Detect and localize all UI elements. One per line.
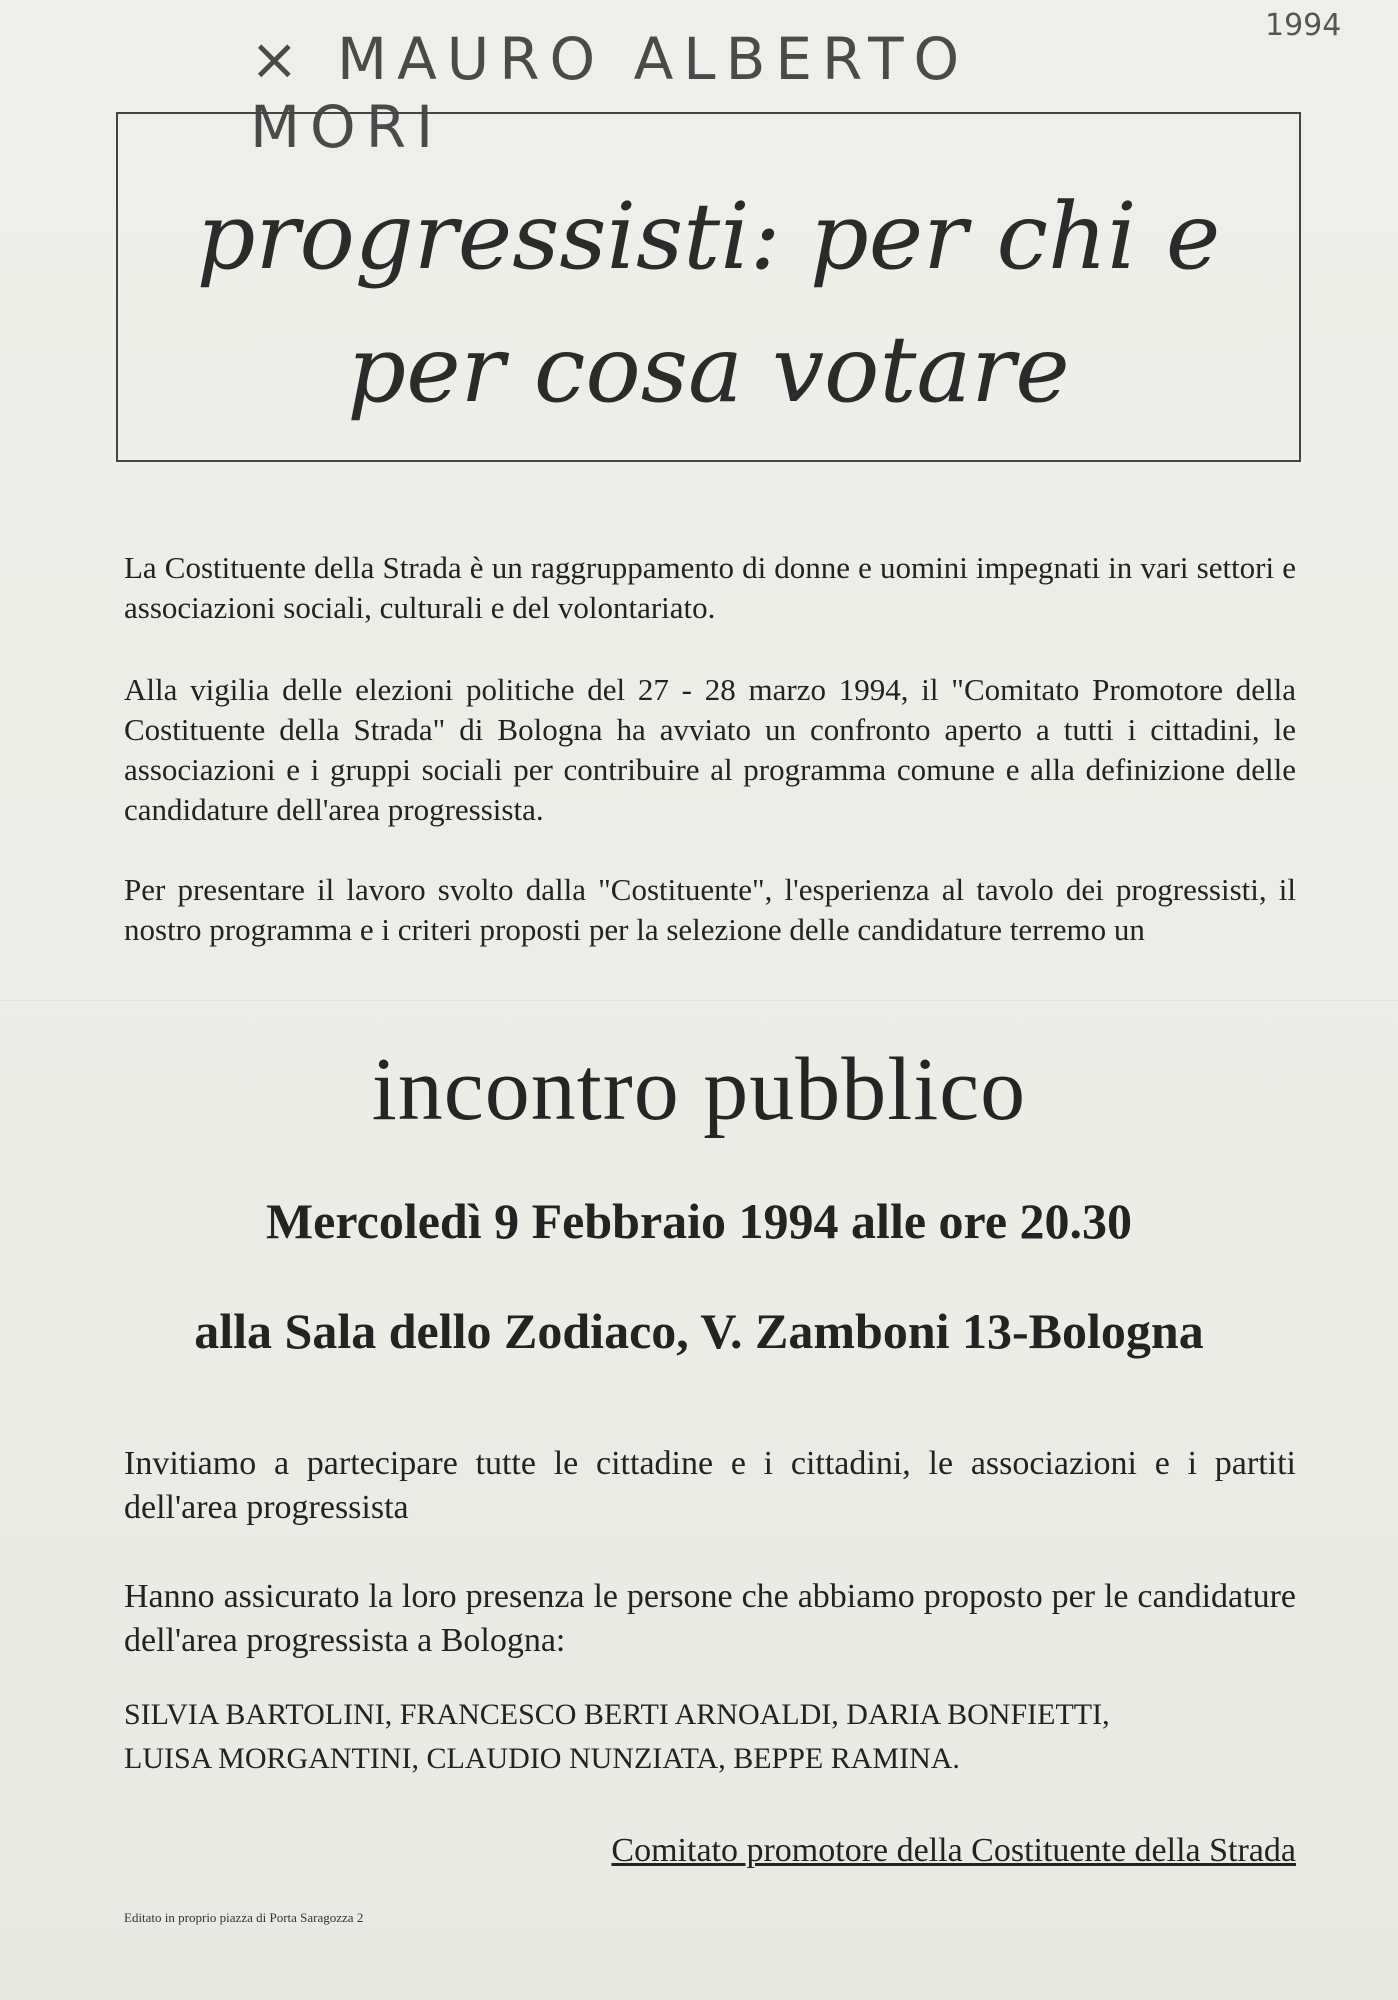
event-place: alla Sala dello Zodiaco, V. Zamboni 13-Bologna xyxy=(194,1303,1204,1359)
invitation-paragraph: Invitiamo a partecipare tutte le cittadine e i cittadini, le associazioni e i partiti dell'area progressista xyxy=(124,1445,1296,1526)
title-line-1: progressisti: per chi e xyxy=(196,183,1221,290)
candidate-names-line-2: LUISA MORGANTINI, CLAUDIO NUNZIATA, BEPPE RAMINA. xyxy=(124,1742,960,1775)
intro-paragraph: La Costituente della Strada è un raggruppamento di donne e uomini impegnati in vari settori e associazioni sociali, culturali e del volontariato. xyxy=(124,550,1296,625)
presence-paragraph: Hanno assicurato la loro presenza le persone che abbiamo proposto per le candidature dell'area progressista a Bologna: xyxy=(124,1578,1296,1659)
candidate-names xyxy=(124,1693,1296,1781)
title-line-2: per cosa votare xyxy=(347,316,1070,423)
committee-signature: Comitato promotore della Costituente della Strada xyxy=(611,1832,1296,1869)
paper-fold-line xyxy=(0,1000,1398,1002)
printer-footer: Editato in proprio piazza di Porta Saragozza 2 xyxy=(124,1910,364,1925)
event-headline: incontro pubblico xyxy=(371,1040,1027,1139)
context-paragraph: Alla vigilia delle elezioni politiche del 27 - 28 marzo 1994, il "Comitato Promotore della Costituente della Strada" di Bologna ha avviato un confronto aperto a tutti i cittadini, le associazioni e i gruppi sociali per contribuire al programma comune e alla definizione delle candidature dell'area progressista. xyxy=(124,672,1296,827)
candidate-names-line-1: SILVIA BARTOLINI, FRANCESCO BERTI ARNOALDI, DARIA BONFIETTI, xyxy=(124,1698,1110,1731)
purpose-paragraph: Per presentare il lavoro svolto dalla "Costituente", l'esperienza al tavolo dei progressisti, il nostro programma e i criteri proposti per la selezione delle candidature terremo un xyxy=(124,872,1296,947)
handwritten-year: 1994 xyxy=(1265,8,1342,43)
handwritten-name: × MAURO ALBERTO MORI xyxy=(250,25,970,161)
title-box xyxy=(116,112,1301,462)
event-date: Mercoledì 9 Febbraio 1994 alle ore 20.30 xyxy=(265,1193,1133,1249)
